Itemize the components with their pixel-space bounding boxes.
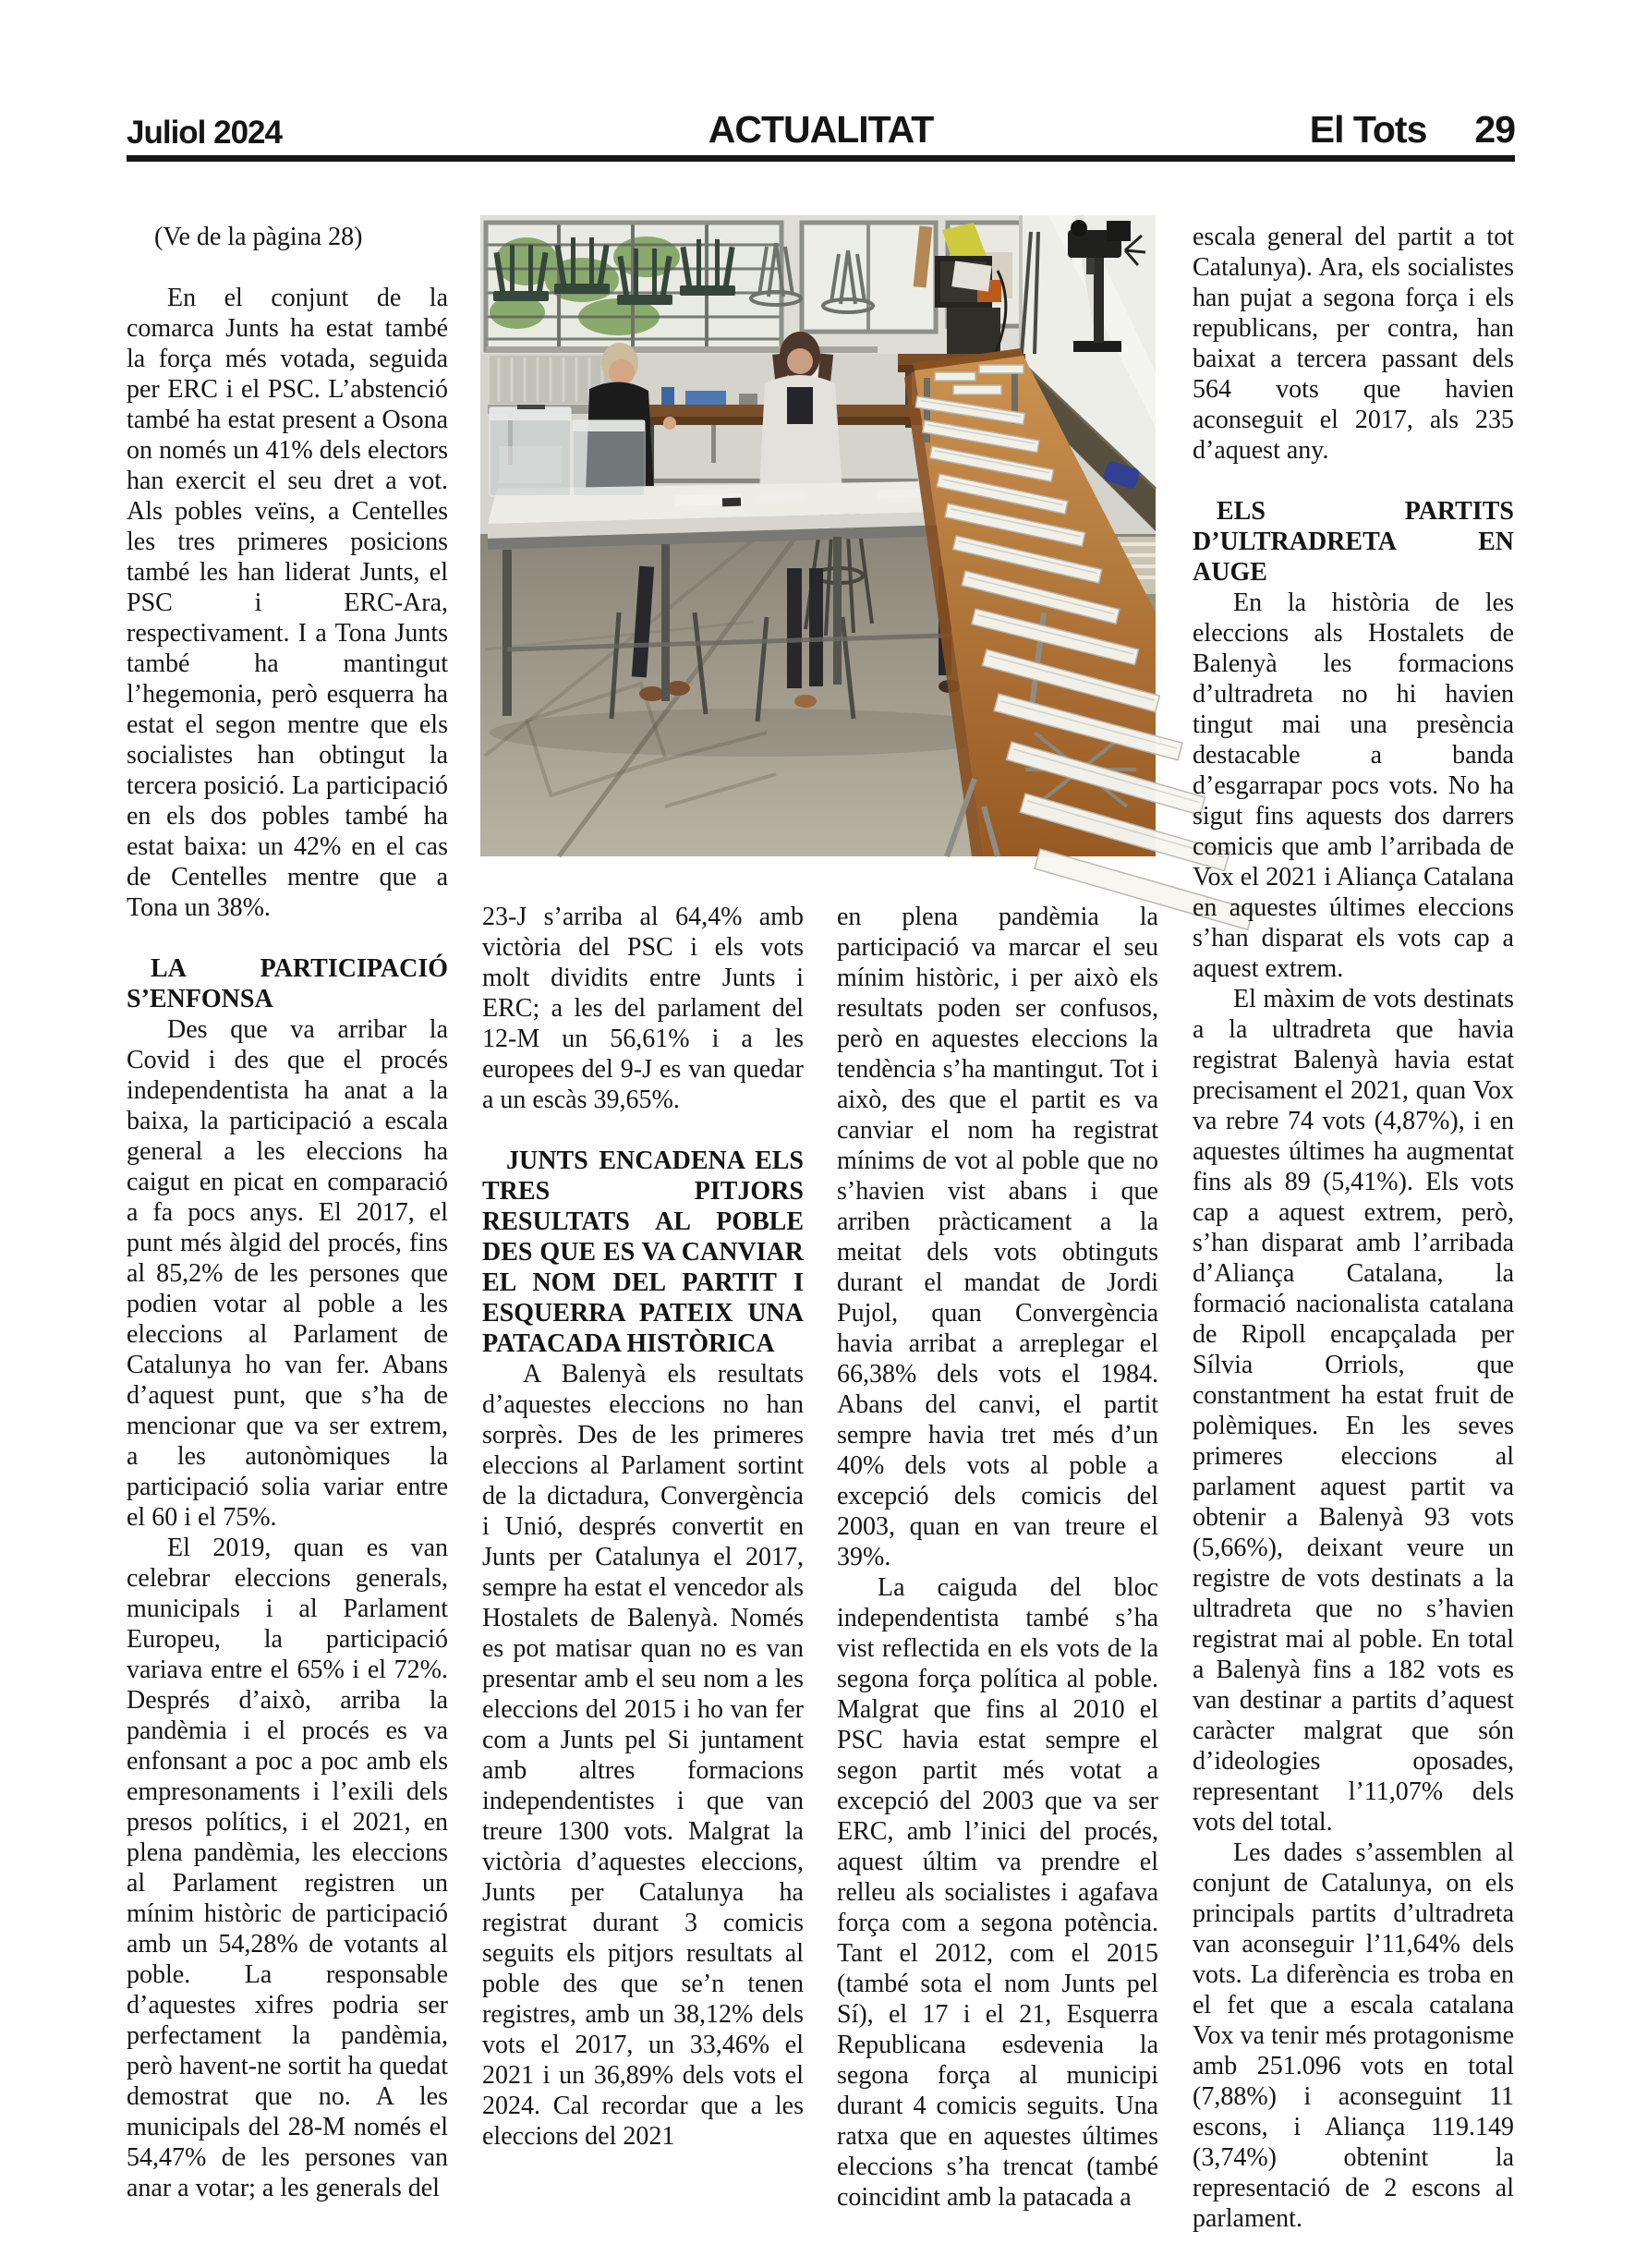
article-column-4 xyxy=(1193,222,1514,2233)
article-column-1 xyxy=(127,222,448,2202)
article-paragraph: En la història de les eleccions als Hostalets de Balenyà les formacions d’ultradreta no hi havien tingut mai una presència destacable a banda d’esgarrapar pocs vots. No ha sigut fins aquests dos darrers comicis que amb l’arribada de Vox el 2021 i Aliança Catalana en aquestes últimes eleccions s’han disparat els vots cap a aquest extrem. xyxy=(1193,588,1514,983)
section-heading: ELS PARTITS D’ULTRADRETA EN AUGE xyxy=(1193,497,1514,587)
article-paragraph: Les dades s’assemblen al conjunt de Catalunya, on els principals partits d’ultradreta van aconseguir l’11,64% dels vots. La diferència es troba en el fet que a escala catalana Vox va tenir més protagonisme amb 251.096 vots en total (7,88%) i aconseguint 11 escons, i Aliança 119.149 (3,74%) obtenint la representació de 2 escons al parlament. xyxy=(1193,1838,1514,2233)
page-header xyxy=(127,103,1515,152)
section-heading: LA PARTICIPACIÓ S’ENFONSA xyxy=(127,954,448,1013)
issue-date: Juliol 2024 xyxy=(127,115,282,151)
article-paragraph: En el conjunt de la comarca Junts ha estat també la força més votada, seguida per ERC i el PSC. L’abstenció també ha estat present a Osona on només un 41% dels electors han exercit el seu dret a vot. Als pobles veïns, a Centelles les tres primeres posicions també les han liderat Junts, el PSC i ERC-Ara, respectivament. I a Tona Junts també ha mantingut l’hegemonia, però esquerra ha estat el segon mentre que els socialistes han obtingut la tercera posició. La participació en els dos pobles també ha estat baixa: un 42% en el cas de Centelles mentre que a Tona un 38%. xyxy=(127,284,448,922)
section-heading: JUNTS ENCADENA ELS TRES PITJORS RESULTATS AL POBLE DES QUE ES VA CANVIAR EL NOM DEL PARTIT I ESQUERRA PATEIX UNA PATACADA HISTÒRICA xyxy=(482,1146,804,1358)
publication-name: El Tots xyxy=(1309,108,1427,151)
polling-station-photo xyxy=(480,215,1156,856)
article-paragraph: en plena pandèmia la participació va marcar el seu mínim històric, i per això els resultats poden ser confusos, però en aquestes eleccions la tendència s’ha mantingut. Tot i això, des que el partit es va canviar el nom ha registrat mínims de vot al poble que no s’havien vist abans i que arriben pràcticament a la meitat dels vots obtinguts durant el mandat de Jordi Pujol, quan Convergència havia arribat a arreplegar el 66,38% dels vots el 1984. Abans del canvi, el partit sempre havia tret més d’un 40% dels vots al poble a excepció dels comicis del 2003, quan en van treure el 39%. xyxy=(837,903,1158,1571)
article-paragraph: Des que va arribar la Covid i des que el procés independentista ha anat a la baixa, la participació a escala general a les eleccions ha caigut en picat en comparació a fa pocs anys. El 2017, el punt més àlgid del procés, fins al 85,2% de les persones que podien votar al poble a les eleccions al Parlament de Catalunya ho van fer. Abans d’aquest punt, que s’ha de mencionar que va ser extrem, a les autonòmiques la participació solia variar entre el 60 i el 75%. xyxy=(127,1015,448,1532)
article-paragraph: La caiguda del bloc independentista també s’ha vist reflectida en els vots de la segona força política al poble. Malgrat que fins al 2010 el PSC havia estat sempre el segon partit més votat a excepció del 2003 que va ser ERC, amb l’inici del procés, aquest últim va prendre el relleu als socialistes i agafava força com a segona potència. Tant el 2012, com el 2015 (també sota el nom Junts pel Sí), el 17 i el 21, Esquerra Republicana esdevenia la segona força al municipi durant 4 comicis seguits. Una ratxa que en aquestes últimes eleccions s’ha trencat (també coincidint amb la patacada a xyxy=(837,1573,1158,2212)
article-column-3 xyxy=(837,902,1158,2212)
masthead xyxy=(1310,108,1515,152)
page-number: 29 xyxy=(1474,108,1515,151)
section-title: ACTUALITAT xyxy=(708,108,934,151)
photo-illustration xyxy=(480,215,1156,856)
continuation-note: (Ve de la pàgina 28) xyxy=(154,223,363,251)
header-rule xyxy=(127,155,1515,162)
article-paragraph: El 2019, quan es van celebrar eleccions generals, municipals i al Parlament Europeu, la participació variava entre el 65% i el 72%. Després d’això, arriba la pandèmia i el procés es va enfonsant a poc a poc amb els empresonaments i l’exili dels presos polítics, i el 2021, en plena pandèmia, les eleccions al Parlament registren un mínim històric de participació amb un 54,28% de votants al poble. La responsable d’aquestes xifres podria ser perfectament la pandèmia, però havent-ne sortit ha quedat demostrat que no. A les municipals del 28-M només el 54,47% de les persones van anar a votar; a les generals del xyxy=(127,1534,448,2202)
article-paragraph: escala general del partit a tot Catalunya). Ara, els socialistes han pujat a segona força i els republicans, per contra, han baixat a tercera passant dels 564 vots que havien aconseguit el 2017, als 235 d’aquest any. xyxy=(1193,223,1514,465)
article-paragraph: El màxim de vots destinats a la ultradreta que havia registrat Balenyà havia estat precisament el 2021, quan Vox va rebre 74 vots (4,87%), i en aquestes últimes ha augmentat fins als 89 (5,41%). Els vots cap a aquest extrem, però, s’han disparat amb l’arribada d’Aliança Catalana, la formació nacionalista catalana de Ripoll encapçalada per Sílvia Orriols, que constantment ha estat fruit de polèmiques. En les seves primeres eleccions al parlament aquest partit va obtenir a Balenyà 93 vots (5,66%), deixant veure un registre de vots destinats a la ultradreta que no s’havien registrat mai al poble. En total a Balenyà fins a 182 vots es van destinar a partits d’aquest caràcter malgrat que són d’ideologies oposades, representant l’11,07% dels vots del total. xyxy=(1193,985,1514,1837)
article-paragraph: A Balenyà els resultats d’aquestes eleccions no han sorprès. Des de les primeres eleccions al Parlament sortint de la dictadura, Convergència i Unió, després convertit en Junts per Catalunya el 2017, sempre ha estat el vencedor als Hostalets de Balenyà. Només es pot matisar quan no es van presentar amb el seu nom a les eleccions del 2015 i ho van fer com a Junts pel Si juntament amb altres formacions independentistes i que van treure 1300 vots. Malgrat la victòria d’aquestes eleccions, Junts per Catalunya ha registrat durant 3 comicis seguits els pitjors resultats al poble des que se’n tenen registres, amb un 38,12% dels vots el 2017, un 33,46% el 2021 i un 36,89% dels vots el 2024. Cal recordar que a les eleccions del 2021 xyxy=(482,1360,804,2151)
article-paragraph: 23-J s’arriba al 64,4% amb victòria del PSC i els vots molt dividits entre Junts i ERC; a les del parlament del 12-M un 56,61% i a les europees del 9-J es van quedar a un escàs 39,65%. xyxy=(482,903,804,1114)
article-column-2 xyxy=(482,902,804,2151)
